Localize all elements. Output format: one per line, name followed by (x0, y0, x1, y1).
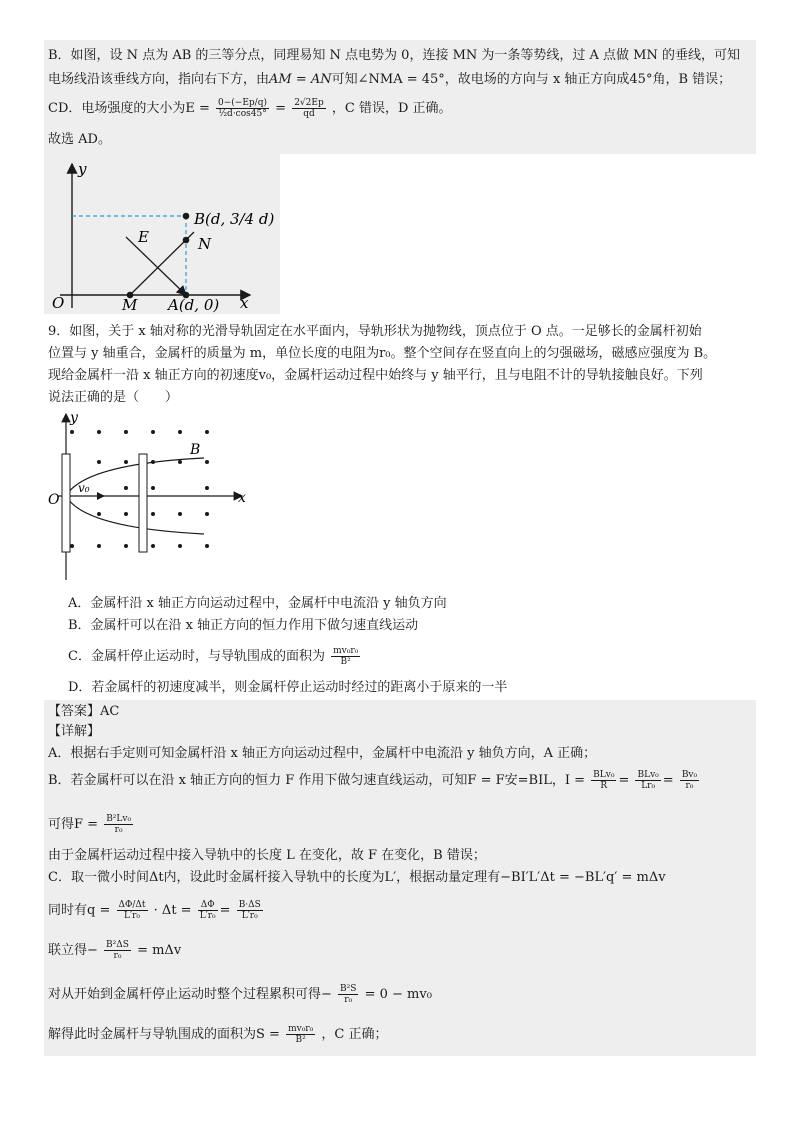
solution-b-line2-a: 电场线沿该垂线方向，指向右下方，由 (48, 72, 270, 87)
q-frac1-num: ΔΦ/Δt (118, 900, 146, 910)
q-fraction-3 (237, 900, 263, 921)
q-fraction-1 (117, 900, 148, 921)
solution-b-equation: AM = AN (269, 72, 332, 87)
solution-b-line2-b: 可知∠NMA = 45°，故电场的方向与 x 轴正方向成45°角，B 错误； (331, 72, 732, 87)
fig1-label-n: N (198, 235, 212, 253)
force-den: r₀ (114, 825, 123, 835)
b-fraction-1 (591, 770, 616, 791)
q9-stem-line4: 说法正确的是（ ） (48, 390, 179, 405)
b-frac3-num: Bv₀ (681, 770, 698, 780)
q-frac2-den: L′r₀ (199, 911, 216, 921)
solution-cd-line (48, 98, 452, 119)
fig1-label-m: M (122, 296, 138, 314)
solution-area-suffix: ，C 正确； (321, 1027, 388, 1042)
solution-area-prefix: 解得此时金属杆与导轨围成的面积为S = (48, 1027, 280, 1042)
fig2-x-label: x (238, 490, 246, 506)
explanation-c: C．取一微小时间Δt内，设此时金属杆接入导轨中的长度为L′，根据动量定理有−BI′L′Δt = −BL′q′ = mΔv (48, 870, 666, 885)
force-fraction (104, 814, 133, 835)
q9-stem-line1: 9．如图，关于 x 轴对称的光滑导轨固定在水平面内，导轨形状为抛物线，顶点位于 O 点。一足够长的金属杆初始 (48, 324, 702, 339)
combined-equation (48, 940, 181, 961)
q9-stem-line3: 现给金属杆一沿 x 轴正方向的初速度v₀，金属杆运动过程中始终与 y 轴平行，且与电阻不计的导轨接触良好。下列 (48, 368, 703, 383)
b-frac2-num: BLv₀ (637, 770, 659, 780)
charge-equation: 同时有q = $\frac{\Delta\Phi/\Delta t}{\text{L′r₀}}$ · Δt = $\frac{\Delta\Phi}{\text{L′r₀}}$ = $\frac{B\cdot\Delta S}{\text{L′r₀}}$ (48, 900, 261, 921)
q-frac3-den: L′r₀ (241, 911, 258, 921)
fig1-label-a: A(d, 0) (168, 296, 220, 314)
explanation-a: A．根据右手定则可知金属杆沿 x 轴正方向运动过程中，金属杆中电流沿 y 轴负方向，A 正确； (48, 746, 597, 761)
force-equation (48, 814, 135, 835)
explanation-b: B．若金属杆可以在沿 x 轴正方向的恒力 F 作用下做匀速直线运动，可知F = F安=BIL，I = $\frac{\text{BLv₀}}{R}$ = $\frac{\text{BLv₀}}{\text{Lr₀}}$ = $\frac{\text{Bv₀}}{\text{r₀}}$ (48, 770, 698, 791)
fig1-label-e: E (138, 228, 149, 246)
option-c-fraction (331, 646, 360, 667)
fig1-label-b: B(d, 3/4 d) (194, 210, 275, 228)
option-c-num: mv₀r₀ (333, 646, 359, 656)
solution-b-line2 (48, 70, 731, 90)
cd-prefix: CD．电场强度的大小为E = (48, 101, 210, 116)
solution-area-fraction (286, 1024, 315, 1045)
fig1-point-b (183, 213, 190, 220)
cd-frac1-den: ½d·cos45° (218, 109, 267, 119)
b-frac3-den: r₀ (685, 781, 694, 791)
solution-b-line1: B．如图，设 N 点为 AB 的三等分点，同理易知 N 点电势为 0，连接 MN 为一条等势线，过 A 点做 MN 的垂线，可知 (48, 48, 740, 63)
accumulated-suffix: = 0 − mv₀ (364, 987, 432, 1002)
solution-area-den: B² (295, 1035, 306, 1045)
combined-fraction (104, 940, 131, 961)
option-a: A．金属杆沿 x 轴正方向运动过程中，金属杆中电流沿 y 轴负方向 (68, 596, 447, 611)
accumulated-prefix: 对从开始到金属杆停止运动时整个过程累积可得− (48, 987, 332, 1002)
q-frac2-num: ΔΦ (198, 900, 218, 911)
figure1-electric-field-diagram (44, 154, 280, 314)
fig2-initial-rod (62, 454, 70, 552)
b-fraction-3 (680, 770, 699, 791)
force-equation-prefix: 可得F = (48, 817, 99, 832)
b-reason: 由于金属杆运动过程中接入导轨中的长度 L 在变化，故 F 在变化，B 错误； (48, 848, 486, 863)
option-d: D．若金属杆的初速度减半，则金属杆停止运动时经过的距离小于原来的一半 (68, 680, 508, 695)
accumulated-num: B²S (340, 984, 357, 994)
fig2-y-label: y (70, 410, 78, 426)
explanation-b-text: B．若金属杆可以在沿 x 轴正方向的恒力 F 作用下做匀速直线运动，可知F = F安=BIL，I = (48, 773, 586, 788)
fig1-origin-label: O (52, 294, 65, 312)
combined-den: r₀ (113, 951, 122, 961)
combined-suffix: = mΔv (137, 943, 182, 958)
cd-fraction-2 (292, 98, 326, 119)
q-mid: · Δt = (153, 903, 192, 918)
accumulated-fraction (338, 984, 358, 1005)
option-c (68, 646, 362, 667)
charge-prefix: 同时有q = (48, 903, 111, 918)
cd-frac2-den: qd (303, 109, 315, 119)
q-frac1-den: L′r₀ (124, 911, 140, 921)
fig1-point-n (183, 237, 190, 244)
cd-frac2-num: 2√2Ep (294, 98, 324, 108)
q9-stem-line2: 位置与 y 轴重合，金属杆的质量为 m，单位长度的电阻为r₀。整个空间存在竖直向上的匀强磁场，磁感应强度为 B。 (48, 346, 717, 361)
b-frac1-num: BLv₀ (593, 770, 615, 780)
option-b: B．金属杆可以在沿 x 轴正方向的恒力作用下做匀速直线运动 (68, 618, 419, 633)
fig2-moving-rod (139, 454, 147, 552)
solution-area (48, 1024, 387, 1045)
accumulated-den: r₀ (344, 995, 353, 1005)
accumulated-equation (48, 984, 432, 1005)
cd-suffix: ，C 错误，D 正确。 (331, 101, 452, 116)
option-c-den: B² (340, 657, 351, 667)
combined-num: B²ΔS (106, 940, 129, 950)
fig2-v0-label: v₀ (78, 481, 90, 495)
solution-area-num: mv₀r₀ (288, 1024, 314, 1034)
fig2-parabola-lower-rail (66, 496, 204, 534)
figure2-parabolic-rail-diagram (44, 408, 254, 588)
option-c-text: C．金属杆停止运动时，与导轨围成的面积为 (68, 649, 325, 664)
fig2-origin-label: O (48, 492, 60, 508)
conclusion-text: 故选 AD。 (48, 132, 111, 147)
force-num: B²Lv₀ (106, 814, 132, 824)
detail-header: 【详解】 (48, 724, 101, 739)
cd-frac1-num: 0−(−Ep/q) (218, 98, 267, 108)
fig2-b-label: B (190, 442, 201, 458)
fig1-x-label: x (240, 294, 249, 312)
combined-prefix: 联立得− (48, 943, 98, 958)
b-frac1-den: R (600, 781, 608, 791)
q-frac3-num: B·ΔS (238, 900, 261, 910)
answer-line: 【答案】AC (48, 704, 120, 719)
fig1-y-label: y (78, 160, 87, 178)
b-fraction-2 (635, 770, 660, 791)
cd-equals: = (275, 101, 287, 116)
cd-fraction-1 (216, 98, 269, 119)
fig1-field-line-e (126, 237, 186, 295)
b-frac2-den: Lr₀ (641, 781, 656, 791)
q-fraction-2 (198, 900, 218, 921)
